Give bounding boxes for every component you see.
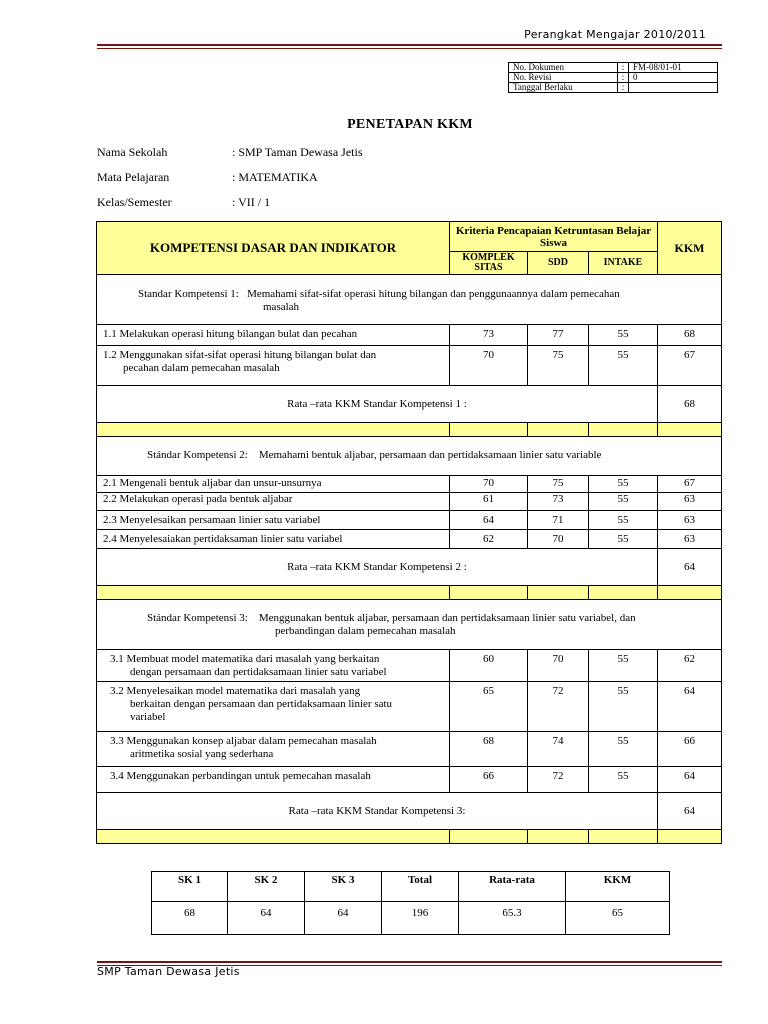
kompleksitas-value: 62 xyxy=(450,530,528,549)
header-kompleksitas: KOMPLEK SITAS xyxy=(450,252,528,275)
summary-header: Rata-rata xyxy=(459,872,566,902)
header-sdd: SDD xyxy=(528,252,589,275)
average-label: Rata –rata KKM Standar Kompetensi 3: xyxy=(97,793,658,830)
sdd-value: 75 xyxy=(528,476,589,493)
table-header-row xyxy=(97,222,722,252)
summary-header: SK 2 xyxy=(228,872,305,902)
sk-desc-cont: perbandingan dalam pemecahan masalah xyxy=(275,625,456,637)
sdd-value: 73 xyxy=(528,493,589,511)
summary-value: 64 xyxy=(305,902,382,935)
kkm-value: 63 xyxy=(658,530,722,549)
summary-header-row xyxy=(152,872,670,902)
table-row xyxy=(97,325,722,346)
sdd-value: 77 xyxy=(528,325,589,346)
summary-table xyxy=(151,871,670,935)
doc-info-colon: : xyxy=(618,73,629,83)
kompleksitas-value: 64 xyxy=(450,511,528,530)
kd-line-cont: berkaitan dengan persamaan dan pertidaksamaan linier satu xyxy=(130,698,393,710)
kkm-value: 63 xyxy=(658,511,722,530)
table-row xyxy=(97,493,722,511)
spacer-row xyxy=(97,586,722,600)
doc-info-row xyxy=(509,63,718,73)
kkm-value: 62 xyxy=(658,650,722,682)
standar-kompetensi-2 xyxy=(97,437,722,476)
kd-text: 2.1 Mengenali bentuk aljabar dan unsur-unsurnya xyxy=(97,476,450,493)
page-title: PENETAPAN KKM xyxy=(347,117,473,132)
info-label: Mata Pelajaran xyxy=(97,170,170,184)
average-value: 64 xyxy=(658,793,722,830)
kd-line-cont: aritmetika sosial yang sederhana xyxy=(130,748,274,760)
summary-value: 65.3 xyxy=(459,902,566,935)
summary-header: SK 3 xyxy=(305,872,382,902)
kompleksitas-value: 68 xyxy=(450,732,528,767)
standar-kompetensi-1 xyxy=(97,275,722,325)
table-row xyxy=(97,530,722,549)
doc-info-colon: : xyxy=(618,63,629,73)
average-value: 68 xyxy=(658,386,722,423)
doc-info-label: No. Dokumen xyxy=(509,63,618,73)
kd-line: 3.1 Membuat model matematika dari masalah yang berkaitan xyxy=(110,653,380,665)
sk-label: Stándar Kompetensi 2: xyxy=(147,449,248,461)
sk1-row xyxy=(97,275,722,325)
footer-text: SMP Taman Dewasa Jetis xyxy=(97,965,240,978)
doc-info-value: FM-08/01-01 xyxy=(629,63,718,73)
header-kriteria: Kriteria Pencapaian Ketruntasan Belajar Siswa xyxy=(450,222,658,252)
info-school xyxy=(97,145,362,160)
summary-header: KKM xyxy=(566,872,670,902)
doc-info-colon: : xyxy=(618,83,629,93)
kompleksitas-value: 66 xyxy=(450,767,528,793)
kkm-value: 68 xyxy=(658,325,722,346)
intake-value: 55 xyxy=(589,346,658,386)
average-label: Rata –rata KKM Standar Kompetensi 1 : xyxy=(97,386,658,423)
summary-header: SK 1 xyxy=(152,872,228,902)
info-subject xyxy=(97,170,318,185)
info-class xyxy=(97,195,270,210)
intake-value: 55 xyxy=(589,650,658,682)
intake-value: 55 xyxy=(589,682,658,732)
intake-value: 55 xyxy=(589,493,658,511)
kkm-value: 67 xyxy=(658,346,722,386)
kompleksitas-value: 70 xyxy=(450,476,528,493)
sdd-value: 75 xyxy=(528,346,589,386)
sk-desc: Menggunakan bentuk aljabar, persamaan dan pertidaksamaan linier satu variabel, dan xyxy=(258,612,636,624)
table-row xyxy=(97,346,722,386)
kkm-value: 63 xyxy=(658,493,722,511)
kd-line: 3.2 Menyelesaikan model matematika dari masalah yang xyxy=(110,685,361,697)
kkm-value: 67 xyxy=(658,476,722,493)
table-row xyxy=(97,476,722,493)
average-row xyxy=(97,793,722,830)
intake-value: 55 xyxy=(589,530,658,549)
table-row xyxy=(97,732,722,767)
kd-line: 3.3 Menggunakan konsep aljabar dalam pemecahan masalah xyxy=(110,735,377,747)
sk-label: Standar Kompetensi 1: xyxy=(138,288,239,300)
doc-info-value xyxy=(629,83,718,93)
sdd-value: 70 xyxy=(528,650,589,682)
intake-value: 55 xyxy=(589,767,658,793)
kd-line-cont: pecahan dalam pemecahan masalah xyxy=(123,362,280,374)
kd-text: 2.4 Menyelesaiakan pertidaksaman linier satu variabel xyxy=(97,530,450,549)
summary-value-row xyxy=(152,902,670,935)
kd-text xyxy=(97,732,450,767)
sk3-row xyxy=(97,600,722,650)
header-rule xyxy=(97,44,722,49)
kd-text xyxy=(97,682,450,732)
table-row xyxy=(97,767,722,793)
kkm-value: 66 xyxy=(658,732,722,767)
sdd-value: 72 xyxy=(528,682,589,732)
sdd-value: 72 xyxy=(528,767,589,793)
doc-info-label: Tanggal Berlaku xyxy=(509,83,618,93)
sk-desc-cont: masalah xyxy=(263,301,300,313)
intake-value: 55 xyxy=(589,325,658,346)
spacer-row xyxy=(97,830,722,844)
kompleksitas-value: 65 xyxy=(450,682,528,732)
kd-text: 1.1 Melakukan operasi hitung bilangan bulat dan pecahan xyxy=(97,325,450,346)
intake-value: 55 xyxy=(589,511,658,530)
kd-line-cont: variabel xyxy=(130,711,166,723)
info-value: : MATEMATIKA xyxy=(232,170,318,184)
info-label: Nama Sekolah xyxy=(97,145,168,159)
kompleksitas-value: 73 xyxy=(450,325,528,346)
summary-value: 68 xyxy=(152,902,228,935)
kd-text xyxy=(97,346,450,386)
kompleksitas-value: 60 xyxy=(450,650,528,682)
header-title: Perangkat Mengajar 2010/2011 xyxy=(524,28,706,41)
kd-line-cont: dengan persamaan dan pertidaksamaan linier satu variabel xyxy=(130,666,387,678)
summary-value: 64 xyxy=(228,902,305,935)
info-value: : SMP Taman Dewasa Jetis xyxy=(232,145,363,159)
spacer-row xyxy=(97,423,722,437)
average-label: Rata –rata KKM Standar Kompetensi 2 : xyxy=(97,549,658,586)
average-value: 64 xyxy=(658,549,722,586)
sdd-value: 74 xyxy=(528,732,589,767)
sk2-row xyxy=(97,437,722,476)
kkm-table xyxy=(96,221,722,844)
info-label: Kelas/Semester xyxy=(97,195,172,209)
table-row xyxy=(97,511,722,530)
kd-text: 2.3 Menyelesaikan persamaan linier satu variabel xyxy=(97,511,450,530)
summary-header: Total xyxy=(382,872,459,902)
header-kd: KOMPETENSI DASAR DAN INDIKATOR xyxy=(97,222,450,275)
header-kkm: KKM xyxy=(658,222,722,275)
sk-label: Stándar Kompetensi 3: xyxy=(147,612,248,624)
intake-value: 55 xyxy=(589,732,658,767)
sk-desc: Memahami sifat-sifat operasi hitung bilangan dan penggunaannya dalam pemecahan xyxy=(247,288,620,300)
sdd-value: 70 xyxy=(528,530,589,549)
kompleksitas-value: 61 xyxy=(450,493,528,511)
intake-value: 55 xyxy=(589,476,658,493)
average-row xyxy=(97,549,722,586)
doc-info-value: 0 xyxy=(629,73,718,83)
standar-kompetensi-3 xyxy=(97,600,722,650)
doc-info-row xyxy=(509,83,718,93)
header-intake: INTAKE xyxy=(589,252,658,275)
kd-text xyxy=(97,650,450,682)
info-value: : VII / 1 xyxy=(232,195,271,209)
sdd-value: 71 xyxy=(528,511,589,530)
kkm-value: 64 xyxy=(658,682,722,732)
sk-desc: Memahami bentuk aljabar, persamaan dan pertidaksamaan linier satu variable xyxy=(258,449,602,461)
average-row xyxy=(97,386,722,423)
kompleksitas-value: 70 xyxy=(450,346,528,386)
table-row xyxy=(97,650,722,682)
kd-text: 3.4 Menggunakan perbandingan untuk pemecahan masalah xyxy=(97,767,450,793)
table-row xyxy=(97,682,722,732)
summary-value: 196 xyxy=(382,902,459,935)
doc-info-row xyxy=(509,73,718,83)
kkm-value: 64 xyxy=(658,767,722,793)
doc-info-label: No. Revisi xyxy=(509,73,618,83)
document-info-box xyxy=(508,62,718,93)
summary-value: 65 xyxy=(566,902,670,935)
kd-text: 2.2 Melakukan operasi pada bentuk aljabar xyxy=(97,493,450,511)
kd-line: 1.2 Menggunakan sifat-sifat operasi hitung bilangan bulat dan xyxy=(103,349,377,361)
